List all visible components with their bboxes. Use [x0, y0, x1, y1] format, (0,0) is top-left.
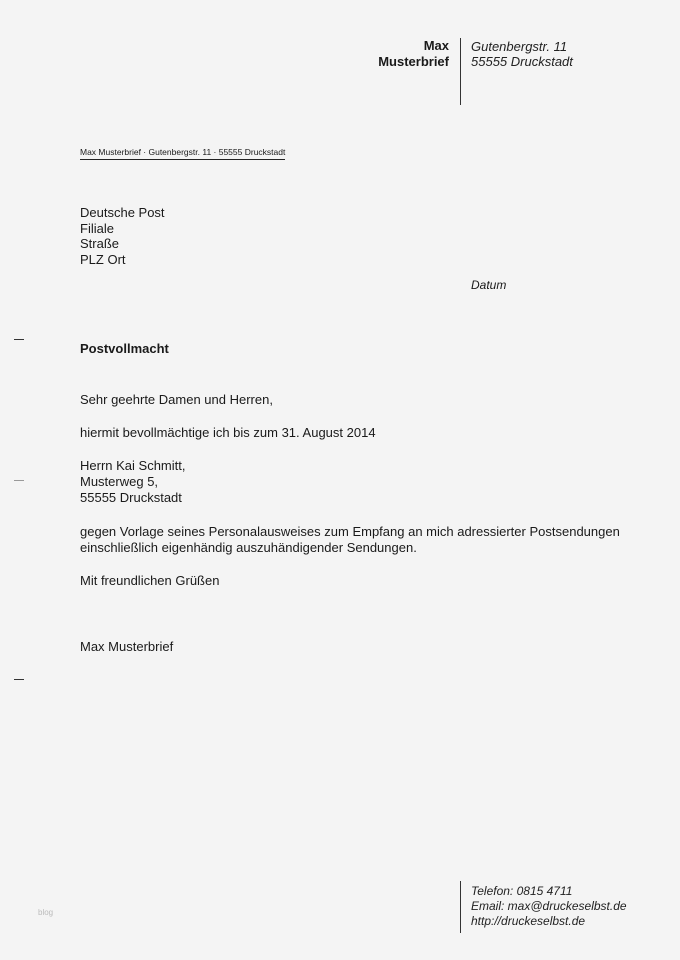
return-address: Max Musterbrief · Gutenbergstr. 11 · 55555 Druckstadt	[80, 147, 285, 160]
recipient-line-3: Straße	[80, 236, 120, 251]
body-paragraph	[80, 524, 620, 556]
intro-text: hiermit bevollmächtige ich bis zum 31. August 2014	[80, 425, 376, 440]
proxy-name: Herrn Kai Schmitt,	[80, 458, 186, 473]
salutation: Sehr geehrte Damen und Herren,	[80, 392, 273, 407]
footer-contact	[471, 884, 627, 929]
header-divider	[460, 38, 461, 105]
body-line-1: gegen Vorlage seines Personalausweises zum Empfang an mich adressierter Postsendungen	[80, 524, 620, 539]
body-line-2: einschließlich eigenhändig auszuhändigender Sendungen.	[80, 540, 417, 555]
fold-mark-bottom	[14, 679, 24, 680]
recipient-line-4: PLZ Ort	[80, 251, 126, 267]
sender-last-name: Musterbrief	[378, 54, 449, 69]
signature: Max Musterbrief	[80, 639, 174, 654]
sender-address	[471, 39, 573, 69]
footer-phone: Telefon: 0815 4711	[471, 884, 573, 898]
sender-city: 55555 Druckstadt	[471, 54, 573, 69]
sender-street: Gutenbergstr. 11	[471, 39, 568, 54]
footer-divider	[460, 881, 461, 933]
footer-email: Email: max@druckeselbst.de	[471, 899, 627, 913]
closing: Mit freundlichen Grüßen	[80, 573, 220, 588]
recipient-line-1: Deutsche Post	[80, 205, 165, 220]
recipient-line-2: Filiale	[80, 220, 114, 236]
subject-line: Postvollmacht	[80, 341, 169, 356]
proxy-city: 55555 Druckstadt	[80, 490, 182, 505]
fold-mark-top	[14, 339, 24, 340]
footer-web: http://druckeselbst.de	[471, 914, 586, 928]
proxy-address	[80, 458, 620, 506]
punch-mark	[14, 480, 24, 481]
watermark: blog	[38, 908, 54, 917]
date-label: Datum	[471, 278, 507, 292]
proxy-street: Musterweg 5,	[80, 474, 159, 489]
sender-name	[300, 38, 449, 70]
recipient-address	[80, 205, 165, 267]
sender-first-name: Max	[423, 38, 449, 53]
